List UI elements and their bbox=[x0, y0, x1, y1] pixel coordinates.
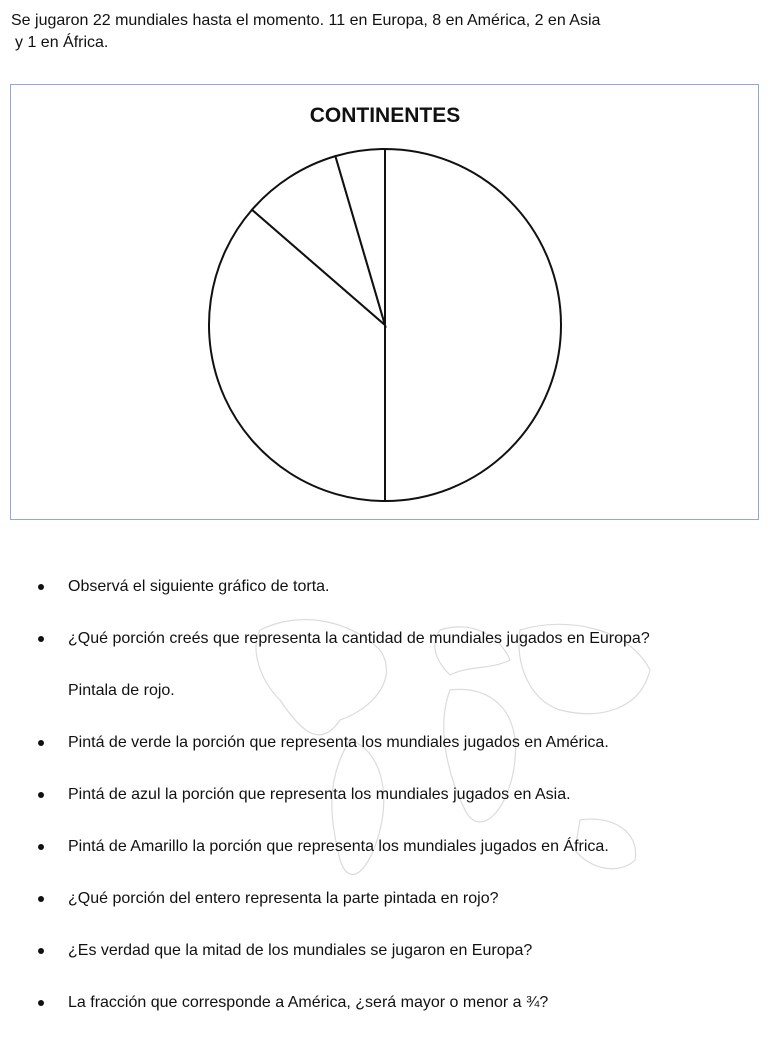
pie-chart bbox=[11, 85, 760, 521]
task-item bbox=[38, 782, 768, 808]
task-text: ¿Qué porción del entero representa la parte pintada en rojo? bbox=[68, 890, 499, 907]
task-text: Observá el siguiente gráfico de torta. bbox=[68, 578, 330, 595]
task-text: Pintá de verde la porción que representa los mundiales jugados en América. bbox=[68, 734, 609, 751]
intro-line-2: y 1 en África. bbox=[15, 34, 109, 51]
task-item bbox=[38, 678, 768, 704]
task-text: Pintala de rojo. bbox=[68, 682, 175, 699]
task-item bbox=[38, 990, 768, 1016]
task-text: ¿Qué porción creés que representa la cantidad de mundiales jugados en Europa? bbox=[68, 630, 650, 647]
intro-text bbox=[11, 10, 751, 54]
task-item bbox=[38, 730, 768, 756]
task-item bbox=[38, 938, 768, 964]
task-item bbox=[38, 886, 768, 912]
task-text: La fracción que corresponde a América, ¿será mayor o menor a ¾? bbox=[68, 994, 549, 1011]
intro-line-1: Se jugaron 22 mundiales hasta el momento. 11 en Europa, 8 en América, 2 en Asia bbox=[11, 12, 601, 29]
task-list bbox=[38, 574, 768, 1042]
task-text: Pintá de Amarillo la porción que representa los mundiales jugados en África. bbox=[68, 838, 609, 855]
bullet-icon bbox=[38, 844, 44, 850]
bullet-icon bbox=[38, 792, 44, 798]
task-item bbox=[38, 834, 768, 860]
pie-chart-frame bbox=[10, 84, 759, 520]
bullet-icon bbox=[38, 948, 44, 954]
bullet-icon bbox=[38, 1000, 44, 1006]
task-item bbox=[38, 626, 768, 652]
pie-slice-europa bbox=[385, 149, 561, 501]
chart-title: CONTINENTES bbox=[309, 104, 461, 127]
bullet-icon bbox=[38, 896, 44, 902]
bullet-icon bbox=[38, 740, 44, 746]
task-text: ¿Es verdad que la mitad de los mundiales se jugaron en Europa? bbox=[68, 942, 533, 959]
task-item bbox=[38, 574, 768, 600]
bullet-icon bbox=[38, 636, 44, 642]
bullet-icon bbox=[38, 584, 44, 590]
task-text: Pintá de azul la porción que representa los mundiales jugados en Asia. bbox=[68, 786, 571, 803]
